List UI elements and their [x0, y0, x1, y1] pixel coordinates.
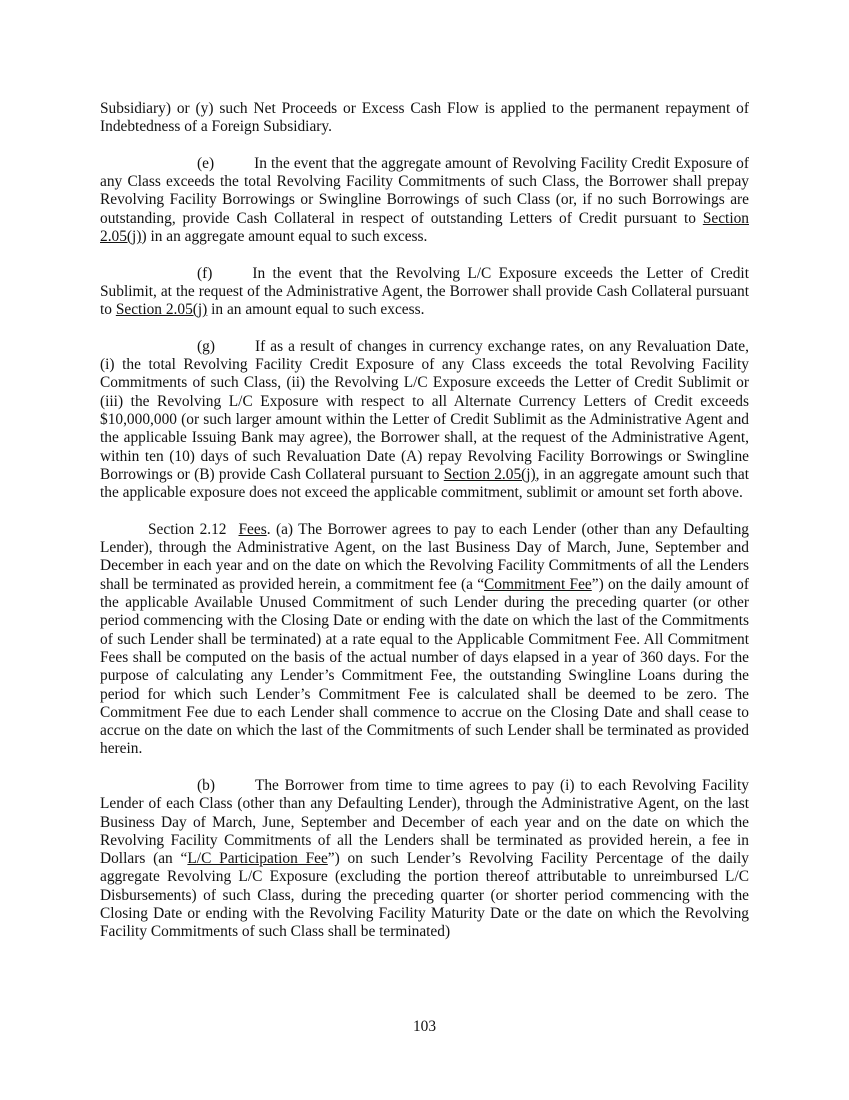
- section-number: Section 2.12: [148, 520, 227, 538]
- paragraph-text: Subsidiary) or (y) such Net Proceeds or Excess Cash Flow is applied to the permanent repayment of Indebtedness of a Foreign Subsidiary.: [100, 100, 749, 136]
- section-reference-link[interactable]: Section 2.05(j): [100, 209, 749, 246]
- section-2-12-paragraph: [100, 521, 749, 759]
- clause-label: (g): [197, 337, 215, 355]
- paragraph-text: If as a result of changes in currency exchange rates, on any Revaluation Date, (i) the total Revolving Facility Credit Exposure of any Class exceeds the total Revolving Facility Commitments of such Class, (ii) the Revolving L/C Exposure exceeds the Letter of Credit Sublimit or (iii) the Revolving L/C Exposure with respect to all Alternate Currency Letters of Credit exceeds $10,000,000 (or such larger amount within the Letter of Credit Sublimit as the Administrative Agent and the applicable Issuing Bank may agree), the Borrower shall, at the request of the Administrative Agent, within ten (10) days of such Revaluation Date (A) repay Revolving Facility Borrowings or Swingline Borrowings or (B) provide Cash Collateral pursuant to: [100, 337, 749, 483]
- paragraph-text: , in an aggregate amount such that the applicable exposure does not exceed the applicable commitment, sublimit or amount set forth above.: [100, 465, 749, 502]
- paragraph-b: [100, 777, 749, 942]
- paragraph-text: ”) on the daily amount of the applicable Available Unused Commitment of such Lender during the preceding quarter (or other period commencing with the Closing Date or ending with the date on which the last of the Commitments of such Lender shall be terminated) at a rate equal to the Applicable Commitment Fee. All Commitment Fees shall be computed on the basis of the actual number of days elapsed in a year of 360 days. For the purpose of calculating any Lender’s Commitment Fee, the outstanding Swingline Loans during the period for which such Lender’s Commitment Fee is calculated shall be deemed to be zero. The Commitment Fee due to each Lender shall commence to accrue on the Closing Date and shall cease to accrue on the date on which the last of the Commitments of such Lender shall be terminated as provided herein.: [100, 575, 749, 758]
- paragraph-e: [100, 155, 749, 246]
- paragraph-g: [100, 338, 749, 503]
- clause-label: (e): [197, 154, 215, 172]
- paragraph-text: . (a) The Borrower agrees to pay to each Lender (other than any Defaulting Lender), through the Administrative Agent, on the last Business Day of March, June, September and December in each year and on the date on which the Revolving Facility Commitments of all the Lenders shall be terminated as provided herein, a commitment fee (a “: [100, 520, 749, 593]
- clause-label: (b): [197, 776, 215, 794]
- paragraph-continuation: [100, 100, 749, 137]
- paragraph-text: in an amount equal to such excess.: [207, 301, 425, 319]
- clause-label: (f): [197, 264, 213, 282]
- section-heading: Fees: [238, 520, 267, 538]
- paragraph-text: The Borrower from time to time agrees to pay (i) to each Revolving Facility Lender of each Class (other than any Defaulting Lender), through the Administrative Agent, on the last Business Day of March, June, September and December of each year and on the date on which the Revolving Facility Commitments of all the Lenders shall be terminated as provided herein, a fee in Dollars (an “: [100, 776, 749, 868]
- defined-term: L/C Participation Fee: [187, 850, 328, 868]
- section-reference-link[interactable]: Section 2.05(j): [443, 465, 536, 483]
- page-number: 103: [412, 1018, 437, 1035]
- paragraph-text: ”) on such Lender’s Revolving Facility Percentage of the daily aggregate Revolving L/C Exposure (excluding the portion thereof attributable to unreimbursed L/C Disbursements) of such Class, during the preceding quarter (or shorter period commencing with the Closing Date or ending with the Revolving Facility Maturity Date or the date on which the Revolving Facility Commitments of such Class shall be terminated): [100, 850, 749, 941]
- section-reference-link[interactable]: Section 2.05(j): [115, 301, 208, 319]
- paragraph-text: ) in an aggregate amount equal to such excess.: [141, 228, 428, 246]
- paragraph-text: In the event that the Revolving L/C Exposure exceeds the Letter of Credit Sublimit, at the request of the Administrative Agent, the Borrower shall provide Cash Collateral pursuant to: [100, 264, 749, 319]
- defined-term: Commitment Fee: [484, 575, 592, 593]
- paragraph-f: [100, 265, 749, 320]
- paragraph-text: In the event that the aggregate amount of Revolving Facility Credit Exposure of any Class exceeds the total Revolving Facility Commitments of such Class, the Borrower shall prepay Revolving Facility Borrowings or Swingline Borrowings of such Class (or, if no such Borrowings are outstanding, provide Cash Collateral in respect of outstanding Letters of Credit pursuant to: [100, 154, 749, 227]
- document-page: [100, 100, 749, 960]
